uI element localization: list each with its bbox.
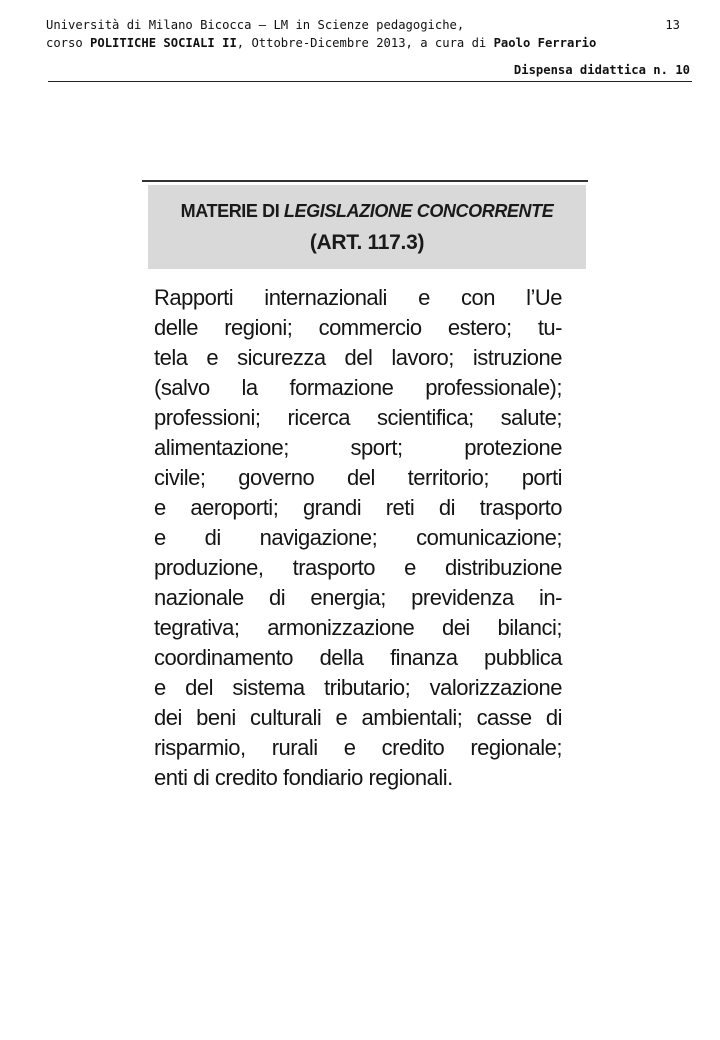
- header-divider: [48, 81, 692, 82]
- header-line2-mid: , Ottobre-Dicembre 2013, a cura di: [236, 36, 494, 50]
- body-line: Rapporti internazionali e con l’Ue: [154, 285, 562, 310]
- body-line: e aeroporti; grandi reti di trasporto: [154, 495, 562, 520]
- body-line: alimentazione; sport; protezione: [154, 435, 562, 460]
- header-line1: Università di Milano Bicocca – LM in Scienze pedagogiche,: [46, 18, 465, 32]
- body-line: risparmio, rurali e credito regionale;: [154, 735, 562, 760]
- header-author: Paolo Ferrario: [493, 36, 597, 50]
- body-line: professioni; ricerca scientifica; salute;: [154, 405, 562, 430]
- body-line: delle regioni; commercio estero; tu-: [154, 315, 562, 340]
- clipping-title-rest: LEGISLAZIONE CONCORRENTE: [283, 201, 554, 221]
- clipping-title-prefix: MATERIE DI: [180, 201, 280, 221]
- header-course-name: POLITICHE SOCIALI II: [90, 36, 237, 50]
- header-course-line: [46, 34, 680, 52]
- body-line-last: enti di credito fondiario regionali.: [154, 765, 453, 790]
- body-line: e di navigazione; comunicazione;: [154, 525, 562, 550]
- body-line: e del sistema tributario; valorizzazione: [154, 675, 562, 700]
- body-line: civile; governo del territorio; porti: [154, 465, 562, 490]
- page-header: [46, 16, 680, 52]
- header-institution: [46, 16, 680, 34]
- page-number: 13: [665, 18, 680, 32]
- body-line: nazionale di energia; previdenza in-: [154, 585, 562, 610]
- body-line: tela e sicurezza del lavoro; istruzione: [154, 345, 562, 370]
- body-line: dei beni culturali e ambientali; casse di: [154, 705, 562, 730]
- clipping-subtitle: (ART. 117.3): [309, 231, 425, 254]
- header-line2-pre: corso: [46, 36, 91, 50]
- body-line: (salvo la formazione professionale);: [154, 375, 562, 400]
- clipping-body: [154, 283, 562, 793]
- dispensa-label: Dispensa didattica n. 10: [513, 63, 690, 77]
- body-line: produzione, trasporto e distribuzione: [154, 555, 562, 580]
- clipping-heading-box: [148, 185, 586, 269]
- clipping-top-rule: [142, 180, 588, 182]
- body-line: tegrativa; armonizzazione dei bilanci;: [154, 615, 562, 640]
- scanned-clipping: [142, 180, 588, 820]
- body-line: coordinamento della finanza pubblica: [154, 645, 562, 670]
- clipping-title: [148, 201, 586, 222]
